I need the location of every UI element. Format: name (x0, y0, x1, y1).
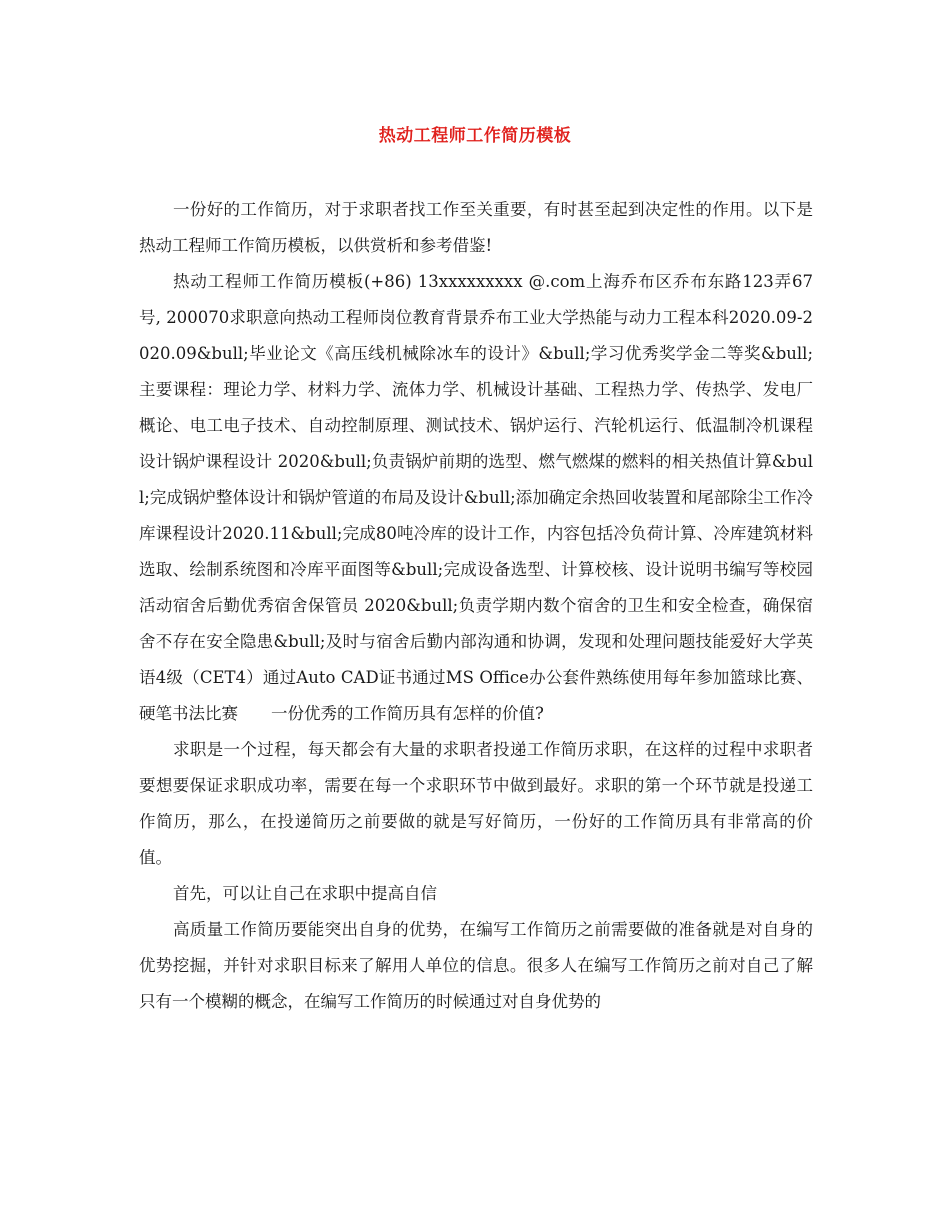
document-body (139, 192, 813, 1020)
paragraph-job-hunting-process: 求职是一个过程，每天都会有大量的求职者投递工作简历求职，在这样的过程中求职者要想要保证求职成功率，需要在每一个求职环节中做到最好。求职的第一个环节就是投递工作简历，那么，在投递简历之前要做的就是写好简历，一份好的工作简历具有非常高的价值。 (139, 740, 813, 867)
paragraph-intro: 一份好的工作简历，对于求职者找工作至关重要，有时甚至起到决定性的作用。以下是热动工程师工作简历模板，以供赏析和参考借鉴! (139, 200, 813, 255)
paragraph-confidence-heading: 首先，可以让自己在求职中提高自信 (173, 884, 437, 903)
document-title: 热动工程师工作简历模板 (378, 126, 572, 146)
paragraph-highlight-strengths: 高质量工作简历要能突出自身的优势，在编写工作简历之前需要做的准备就是对自身的优势挖掘，并针对求职目标来了解用人单位的信息。很多人在编写工作简历之前对自己了解只有一个模糊的概念，在编写工作简历的时候通过对自身优势的 (139, 920, 813, 1011)
paragraph-resume-template: 热动工程师工作简历模板(+86) 13xxxxxxxxx @.com上海乔布区乔布东路123弄67号, 200070求职意向热动工程师岗位教育背景乔布工业大学热能与动力工程本科2020.09-2020.09&bull;毕业论文《高压线机械除冰车的设计》&bull;学习优秀奖学金二等奖&bull;主要课程：理论力学、材料力学、流体力学、机械设计基础、工程热力学、传热学、发电厂概论、电工电子技术、自动控制原理、测试技术、锅炉运行、汽轮机运行、低温制冷机课程设计锅炉课程设计 2020&bull;负责锅炉前期的选型、燃气燃煤的燃料的相关热值计算&bull;完成锅炉整体设计和锅炉管道的布局及设计&bull;添加确定余热回收装置和尾部除尘工作冷库课程设计2020.11&bull;完成80吨冷库的设计工作，内容包括冷负荷计算、冷库建筑材料选取、绘制系统图和冷库平面图等&bull;完成设备选型、计算校核、设计说明书编写等校园活动宿舍后勤优秀宿舍保管员 2020&bull;负责学期内数个宿舍的卫生和安全检查，确保宿舍不存在安全隐患&bull;及时与宿舍后勤内部沟通和协调，发现和处理问题技能爱好大学英语4级（CET4）通过Auto CAD证书通过MS Office办公套件熟练使用每年参加篮球比赛、硬笔书法比赛 一份优秀的工作简历具有怎样的价值? (139, 272, 813, 723)
